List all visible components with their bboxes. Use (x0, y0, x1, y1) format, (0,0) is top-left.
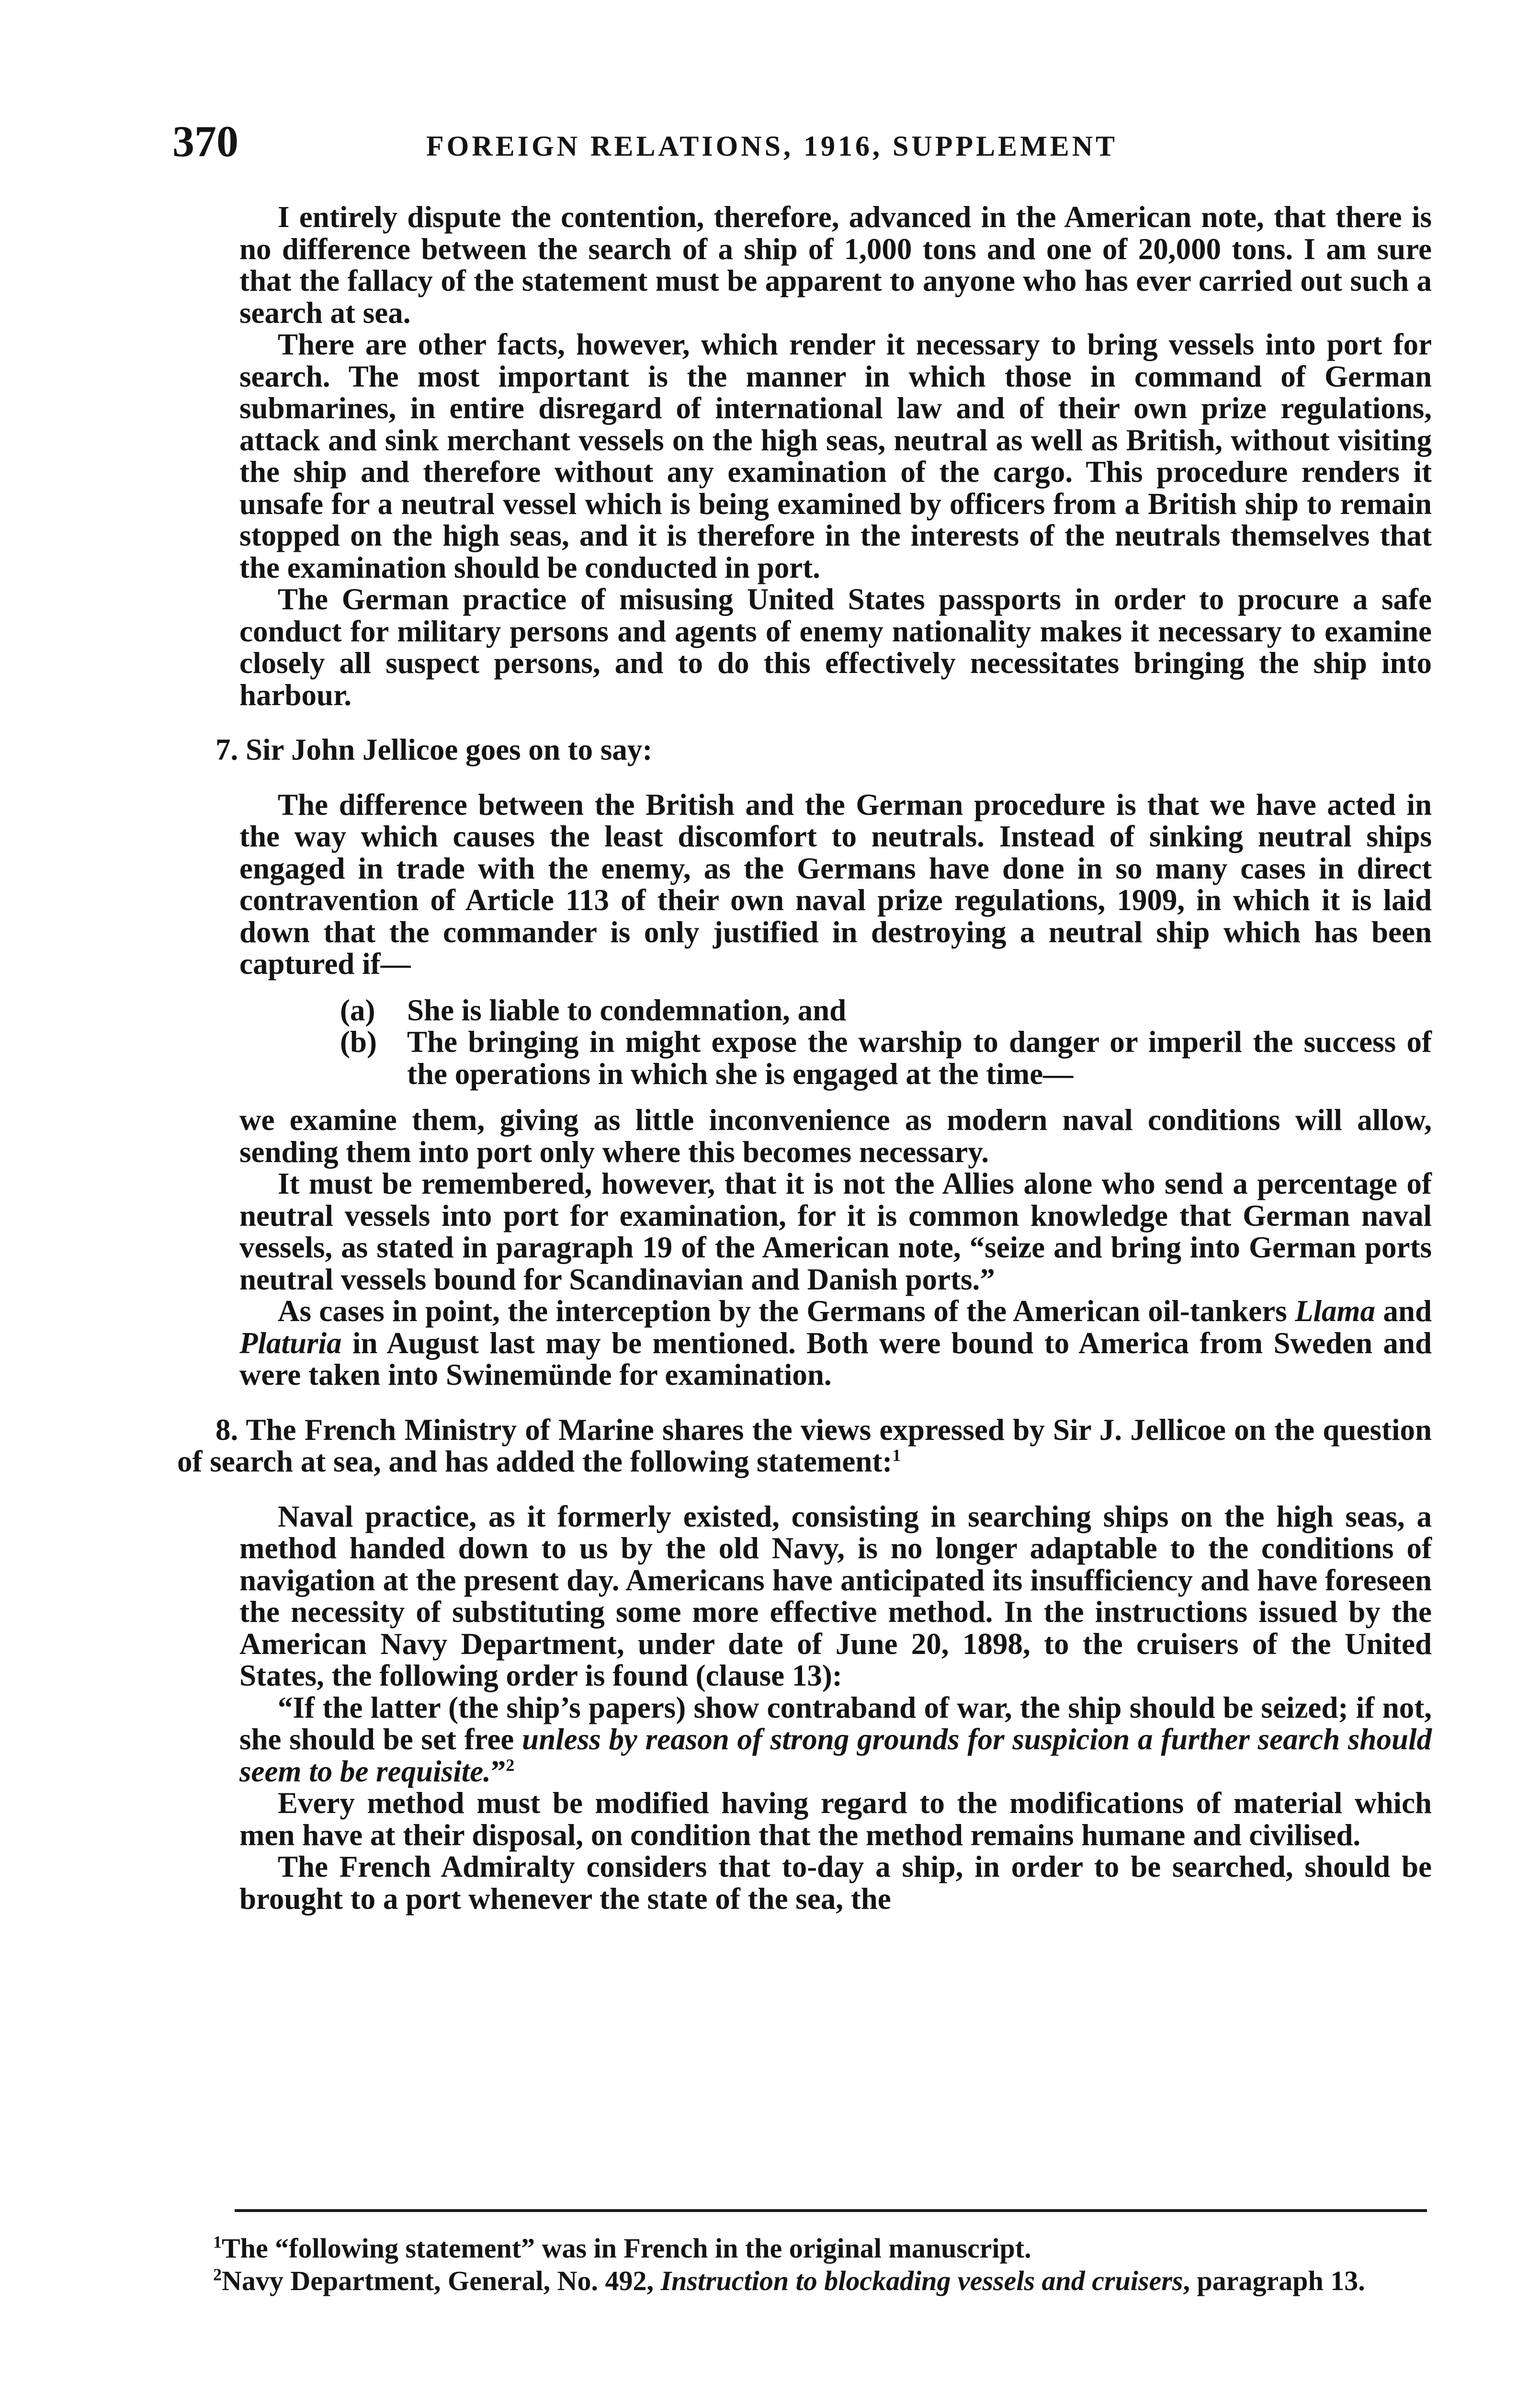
quote-paragraph: The French Admiralty considers that to-day a ship, in order to be searched, should be brought to a port whenever the state of the sea, the (239, 1850, 1432, 1916)
running-head: FOREIGN RELATIONS, 1916, SUPPLEMENT (426, 130, 1118, 162)
text-run: 8. The French Ministry of Marine shares the views expressed by Sir J. Jellicoe on the question of search at sea, and has added the following statement: (177, 1413, 1432, 1478)
paragraph-8 (177, 1414, 1432, 1478)
quote-paragraph: There are other facts, however, which render it necessary to bring vessels into port for search. The most important is the manner in which those in command of German submarines, in entire disregard of international law and of their own prize regulations, attack and sink merchant vessels on the high seas, neutral as well as British, without visiting the ship and therefore without any examination of the cargo. This procedure renders it unsafe for a neutral vessel which is being examined by officers from a British ship to remain stopped on the high seas, and it is therefore in the interests of the neutrals themselves that the examination should be conducted in port. (239, 328, 1432, 584)
italic-run: unless by reason of strong grounds for suspicion a further search should seem to be requisite. (239, 1722, 1432, 1788)
french-ministry-quote (177, 1501, 1432, 1915)
text-run: ” (490, 1754, 506, 1788)
footnote-divider (235, 2209, 1427, 2212)
footnote-ref: 1 (892, 1446, 901, 1465)
page-body (177, 201, 1432, 1915)
quote-paragraph (239, 1295, 1432, 1391)
footnote-2 (165, 2265, 1429, 2297)
footnote-text: The “following statement” was in French in the original manuscript. (222, 2233, 1031, 2264)
conditions-list (239, 994, 1432, 1090)
quote-paragraph: Every method must be modified having regard to the modifications of material which men have at their disposal, on condition that the method remains humane and civilised. (239, 1786, 1432, 1852)
jellicoe-quote-part2 (177, 789, 1432, 1391)
quote-paragraph: I entirely dispute the contention, therefore, advanced in the American note, that there is no difference between the search of a ship of 1,000 tons and one of 20,000 tons. I am sure that the fallacy of the statement must be apparent to anyone who has ever carried out such a search at sea. (239, 200, 1432, 330)
footnote-text: Navy Department, General, No. 492, (222, 2265, 661, 2296)
list-item (340, 1026, 1432, 1090)
paragraph-7: 7. Sir John Jellicoe goes on to say: (215, 733, 653, 766)
quote-paragraph: It must be remembered, however, that it is not the Allies alone who send a percentage of neutral vessels into port for examination, for it is common knowledge that German naval vessels, as stated in paragraph 19 of the American note, “seize and bring into German ports neutral vessels bound for Scandinavian and Danish ports.” (239, 1167, 1432, 1296)
page-number: 370 (172, 117, 238, 166)
list-item (340, 994, 1432, 1026)
list-marker: (a) (340, 993, 375, 1027)
text-run: As cases in point, the interception by the Germans of the American oil-tankers (278, 1294, 1295, 1328)
list-marker: (b) (340, 1025, 377, 1059)
footnotes (165, 2232, 1429, 2297)
footnote-ref: 2 (506, 1755, 515, 1775)
footnote-number: 1 (213, 2232, 222, 2252)
page-header (172, 117, 1427, 170)
ship-name: Platuria (239, 1326, 342, 1360)
text-run: “If the latter (the ship’s papers) show contraband of war, the ship should be seized; if not, she should be set free (239, 1690, 1432, 1756)
jellicoe-quote-part1 (177, 201, 1432, 711)
footnote-1 (165, 2232, 1429, 2265)
footnote-number: 2 (213, 2265, 222, 2284)
quote-paragraph: we examine them, giving as little inconvenience as modern naval conditions will allow, sending them into port only where this becomes necessary. (239, 1103, 1432, 1169)
quote-paragraph (239, 1692, 1432, 1788)
quote-paragraph: Naval practice, as it formerly existed, consisting in searching ships on the high seas, a method handed down to us by the old Navy, is no longer adaptable to the conditions of navigation at the present day. Americans have anticipated its insufficiency and have foreseen the necessity of substituting some more effective method. In the instructions issued by the American Navy Department, under date of June 20, 1898, to the cruisers of the United States, the following order is found (clause 13): (239, 1499, 1432, 1692)
quote-paragraph: The difference between the British and the German procedure is that we have acted in the way which causes the least discomfort to neutrals. Instead of sinking neutral ships engaged in trade with the enemy, as the Germans have done in so many cases in direct contravention of Article 113 of their own naval prize regulations, 1909, in which it is laid down that the commander is only justified in destroying a neutral ship which has been captured if— (239, 787, 1432, 981)
text-run: in August last may be mentioned. Both were bound to America from Sweden and were taken into Swinemünde for examination. (239, 1326, 1432, 1391)
list-text: The bringing in might expose the warship to danger or imperil the success of the operations in which she is engaged at the time— (407, 1025, 1432, 1091)
list-text: She is liable to condemnation, and (407, 993, 847, 1027)
quote-paragraph: The German practice of misusing United States passports in order to procure a safe conduct for military persons and agents of enemy nationality makes it necessary to examine closely all suspect persons, and to do this effectively necessitates bringing the ship into harbour. (239, 582, 1432, 712)
ship-name: Llama (1295, 1294, 1376, 1328)
text-run: and (1375, 1294, 1432, 1328)
footnote-text: , paragraph 13. (1183, 2265, 1365, 2296)
footnote-title: Instruction to blockading vessels and cruisers (660, 2265, 1183, 2296)
